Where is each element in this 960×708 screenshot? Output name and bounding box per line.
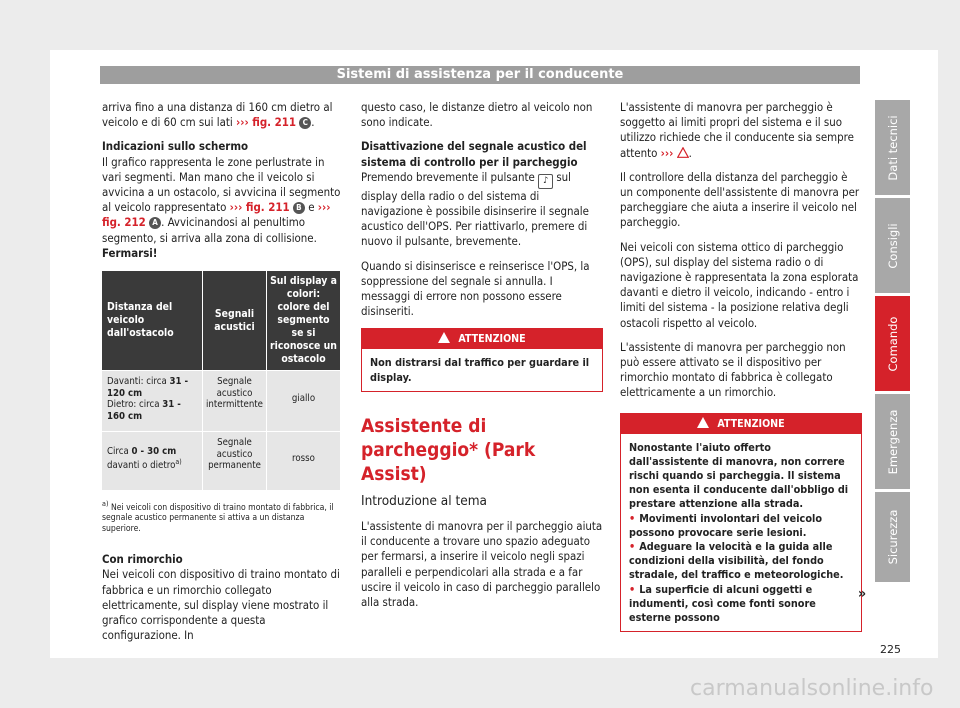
warning-triangle-icon xyxy=(438,332,450,343)
tab-consigli[interactable]: Consigli xyxy=(875,198,910,293)
figure-link[interactable]: ››› fig. 212 xyxy=(102,200,331,230)
paragraph: Nei veicoli con sistema ottico di parcheggio (OPS), sul display del sistema radio o di navigazione è rappresentata la zona esplorata davanti e dietro il veicolo, indicando - entro i limiti del sistema - la posizione relativa degli ostacoli rispetto al veicolo. xyxy=(620,239,859,330)
table-cell: Segnale acustico intermittente xyxy=(203,371,267,432)
paragraph: questo caso, le distanze dietro al veicolo non sono indicate. xyxy=(361,100,593,130)
display-section: Indicazioni sullo schermo Il grafico rappresenta le zone perlustrate in vari segmenti. Man mano che il veicolo si avvicina a un ostacolo, si avvicina il segmento al veicolo rappresentato ››› fig. 211 B e ››› fig. 212 A . Avvicinandosi al penultimo segmento, si arriva alla zona di collisione. Fermarsi! xyxy=(102,139,344,261)
tab-dati-tecnici[interactable]: Dati tecnici xyxy=(875,100,910,195)
table-row: Davanti: circa 31 - 120 cm Dietro: circa 31 - 160 cm Segnale acustico intermittente giallo xyxy=(102,371,340,432)
intro-paragraph: arriva fino a una distanza di 160 cm dietro al veicolo e di 60 cm sui lati ››› fig. 211 C . xyxy=(102,100,333,130)
callout-marker: A xyxy=(149,217,161,229)
warning-triangle-icon xyxy=(697,417,709,428)
deactivation-section: Disattivazione del segnale acustico del sistema di controllo per il parcheggio Premendo brevemente il pulsante ♪ sul display della radio o del sistema di navigazione è possibile disinserire il segnale acustico dell'OPS. Per riattivarlo, premere di nuovo il pulsante, brevemente. xyxy=(361,139,603,249)
deactivation-heading: Disattivazione del segnale acustico del sistema di controllo per il parcheggio xyxy=(361,139,587,169)
table-row: Circa 0 - 30 cm davanti o dietro$^{a)}$ Segnale acustico permanente rosso xyxy=(102,432,340,491)
warning-header: ATTENZIONE xyxy=(621,414,861,434)
sound-button-icon: ♪ xyxy=(538,174,553,189)
distance-table xyxy=(102,271,340,490)
tab-emergenza[interactable]: Emergenza xyxy=(875,394,910,489)
trailer-heading: Con rimorchio xyxy=(102,552,183,567)
warning-text: Non distrarsi dal traffico per guardare il display. xyxy=(370,356,590,384)
table-cell: Segnale acustico permanente xyxy=(203,432,267,491)
bullet-icon: • xyxy=(629,540,636,554)
warning-box xyxy=(361,328,603,391)
warning-box xyxy=(620,413,862,633)
page-number: 225 xyxy=(880,643,901,656)
section-title: Assistente di parcheggio* (Park Assist) xyxy=(361,414,536,485)
warning-link[interactable]: ››› xyxy=(660,145,674,160)
warning-triangle-icon xyxy=(677,147,689,158)
watermark: carmanualsonline.info xyxy=(690,676,934,701)
tab-sicurezza[interactable]: Sicurezza xyxy=(875,492,910,582)
paragraph: L'assistente di manovra per il parcheggio aiuta il conducente a trovare uno spazio adeguato per fermarsi, a inserire il veicolo negli spazi paralleli e perpendicolari alla strada e a far uscire il veicolo in caso di parcheggio parallelo alla strada. xyxy=(361,519,603,610)
column-3 xyxy=(620,100,862,644)
warning-list-item: • La superficie di alcuni oggetti e indumenti, così come fonti sonore esterne possono xyxy=(629,582,816,625)
paragraph: Quando si disinserisce e reinserisce l'OPS, la soppressione del segnale si annulla. I messaggi di errore non possono essere disinseriti. xyxy=(361,258,590,319)
figure-link[interactable]: ››› fig. 211 xyxy=(236,115,297,130)
bullet-icon: • xyxy=(629,582,636,596)
tab-comando[interactable]: Comando xyxy=(875,296,910,391)
table-header: Distanza del veicolo dall'ostacolo xyxy=(102,271,203,371)
column-1 xyxy=(102,100,344,652)
display-heading: Indicazioni sullo schermo xyxy=(102,139,249,154)
warning-text: Nonostante l'aiuto offerto dall'assistente di manovra, non correre rischi quando si parcheggia. Il sistema non esenta il conducente dall'obbligo di prestare attenzione alla strada. xyxy=(629,440,849,511)
table-header: Segnali acustici xyxy=(203,271,267,371)
warning-list-item: • Adeguare la velocità e la guida alle condizioni della visibilità, del fondo stradale, del traffico e meteorologiche. xyxy=(629,540,844,582)
warning-header: ATTENZIONE xyxy=(362,329,602,349)
callout-marker: C xyxy=(299,117,311,129)
stop-warning: Fermarsi! xyxy=(102,245,158,260)
page-header: Sistemi di assistenza per il conducente xyxy=(100,66,860,84)
table-header: Sul display a colori: colore del segmento se si riconosce un ostacolo xyxy=(266,271,340,371)
continue-arrow-icon: » xyxy=(858,586,867,602)
table-cell: giallo xyxy=(266,371,340,432)
warning-list-item: • Movimenti involontari del veicolo possono provocare serie lesioni. xyxy=(629,511,822,539)
paragraph: L'assistente di manovra per parcheggio non può essere attivato se il dispositivo per rimorchio montato di fabbrica è collegato elettricamente a un rimorchio. xyxy=(620,339,846,400)
paragraph: Il controllore della distanza del parcheggio è un componente dell'assistente di manovra per parcheggiare che aiuta a inserire il veicolo nel parcheggio. xyxy=(620,169,860,230)
section-subtitle: Introduzione al tema xyxy=(361,492,487,509)
column-2 xyxy=(361,100,603,619)
paragraph: L'assistente di manovra per parcheggio è soggetto ai limiti propri del sistema e il suo utilizzo richiede che il conducente sia sempre attento ››› . xyxy=(620,100,854,160)
trailer-section: Con rimorchio Nei veicoli con dispositivo di traino montato di fabbrica e un rimorchio collegato elettricamente, sul display viene mostrato il grafico corrispondente a questa configurazione. In xyxy=(102,552,344,643)
bullet-icon: • xyxy=(629,511,636,525)
figure-link[interactable]: ››› fig. 211 xyxy=(229,200,290,215)
table-cell: rosso xyxy=(266,432,340,491)
warning-body xyxy=(621,434,861,632)
table-footnote: $^{a)}$ Nei veicoli con dispositivo di traino montato di fabbrica, il segnale acustico permanente si attiva a un distanza superiore. xyxy=(102,499,334,534)
callout-marker: B xyxy=(293,202,305,214)
